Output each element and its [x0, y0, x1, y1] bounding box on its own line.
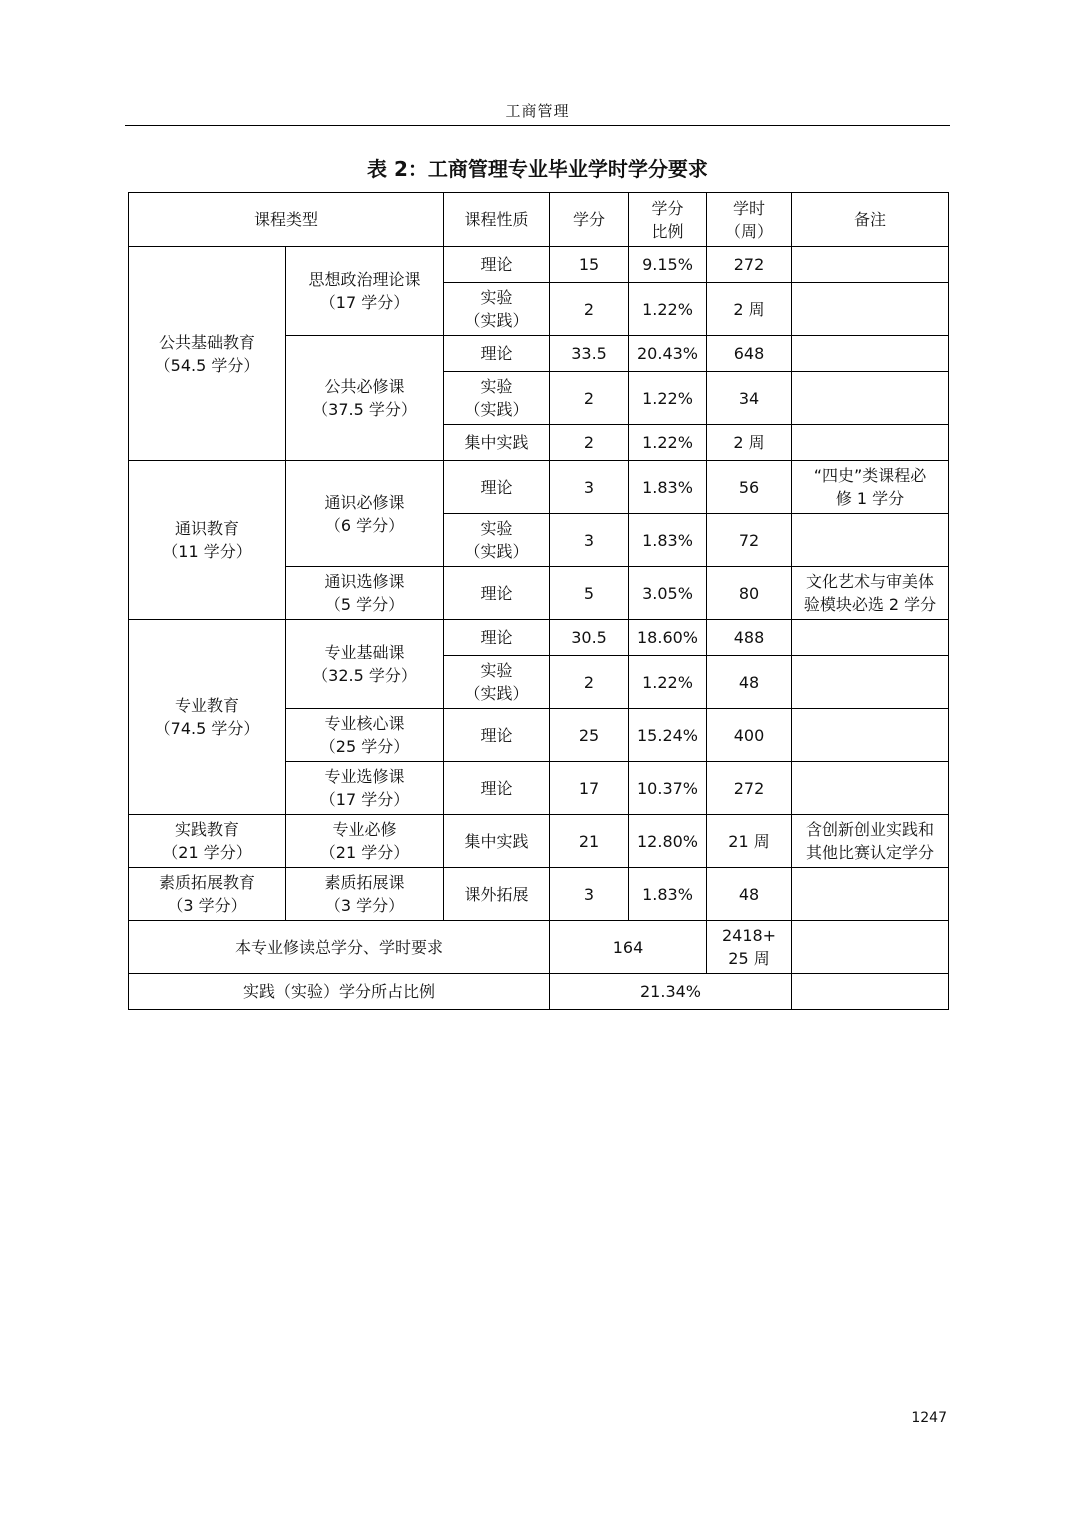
nature-text: 集中实践	[464, 433, 529, 452]
subgroup-credits: （6 学分）	[324, 515, 405, 535]
subgroup-name: 专业基础课	[324, 643, 405, 662]
group-credits: （54.5 学分）	[154, 355, 260, 375]
nature-text: 实验	[480, 519, 513, 538]
nature-cell	[444, 461, 550, 514]
subgroup-name: 专业必修	[332, 820, 397, 839]
ratio-cell: 18.60%	[629, 620, 707, 656]
nature-text-sub: （实践）	[464, 684, 529, 703]
subgroup-quality-course	[286, 868, 444, 921]
table-row	[129, 815, 949, 868]
group-credits: （3 学分）	[167, 896, 247, 915]
subgroup-name: 通识选修课	[324, 572, 405, 591]
hours-cell: 21 周	[707, 815, 792, 868]
credit-requirements-table	[128, 192, 949, 1010]
hours-cell: 56	[707, 461, 792, 514]
nature-text: 实验	[480, 288, 513, 307]
remark-cell	[792, 656, 949, 709]
remark-line1: “四史”类课程必	[813, 466, 927, 485]
total-label: 本专业修读总学分、学时要求	[129, 921, 550, 974]
practice-ratio-remark	[792, 974, 949, 1010]
subgroup-name: 公共必修课	[324, 377, 405, 396]
group-major	[129, 620, 286, 815]
remark-cell	[792, 247, 949, 283]
ratio-cell: 1.83%	[629, 461, 707, 514]
ratio-cell: 1.83%	[629, 514, 707, 567]
credits-cell: 3	[550, 868, 629, 921]
subgroup-major-core	[286, 709, 444, 762]
table-row	[129, 868, 949, 921]
nature-text-sub: （实践）	[464, 311, 529, 330]
credits-cell: 21	[550, 815, 629, 868]
header-row	[129, 193, 949, 247]
subgroup-general-elective	[286, 567, 444, 620]
subgroup-major-elective	[286, 762, 444, 815]
remark-cell	[792, 514, 949, 567]
ratio-cell: 1.22%	[629, 372, 707, 425]
subgroup-name: 专业核心课	[324, 714, 405, 733]
nature-cell	[444, 656, 550, 709]
nature-cell	[444, 372, 550, 425]
credits-cell: 2	[550, 283, 629, 336]
header-course-type: 课程类型	[129, 193, 444, 247]
subgroup-credits: （37.5 学分）	[312, 400, 417, 419]
page-number: 1247	[911, 1410, 947, 1426]
ratio-cell: 20.43%	[629, 336, 707, 372]
subgroup-name: 专业选修课	[324, 767, 405, 786]
header-hours-line2: （周）	[725, 221, 774, 241]
nature-cell	[444, 514, 550, 567]
group-name: 素质拓展教育	[158, 873, 255, 892]
hours-cell: 2 周	[707, 283, 792, 336]
hours-cell: 34	[707, 372, 792, 425]
ratio-cell: 1.22%	[629, 425, 707, 461]
remark-cell	[792, 709, 949, 762]
total-row	[129, 921, 949, 974]
ratio-cell: 1.83%	[629, 868, 707, 921]
credits-cell: 5	[550, 567, 629, 620]
credits-cell: 17	[550, 762, 629, 815]
nature-text: 理论	[480, 725, 513, 745]
credits-cell: 33.5	[550, 336, 629, 372]
hours-cell: 2 周	[707, 425, 792, 461]
subgroup-credits: （25 学分）	[319, 737, 410, 756]
remark-cell	[792, 620, 949, 656]
remark-cell	[792, 762, 949, 815]
nature-text: 集中实践	[464, 831, 529, 851]
table-row	[129, 620, 949, 656]
remark-line2: 其他比赛认定学分	[806, 843, 935, 862]
practice-ratio-label: 实践（实验）学分所占比例	[129, 974, 550, 1010]
nature-cell	[444, 283, 550, 336]
header-ratio	[629, 193, 707, 247]
group-name: 公共基础教育	[158, 332, 255, 352]
nature-cell	[444, 247, 550, 283]
hours-cell: 272	[707, 247, 792, 283]
header-ratio-line2: 比例	[651, 221, 684, 241]
practice-ratio-value: 21.34%	[550, 974, 792, 1010]
table-row	[129, 461, 949, 514]
subgroup-name: 通识必修课	[324, 492, 405, 512]
group-name: 专业教育	[174, 696, 239, 715]
remark-cell	[792, 336, 949, 372]
practice-ratio-row	[129, 974, 949, 1010]
remark-cell	[792, 567, 949, 620]
remark-line1: 含创新创业实践和	[806, 820, 935, 839]
remark-cell	[792, 372, 949, 425]
group-credits: （74.5 学分）	[154, 719, 260, 738]
hours-cell: 48	[707, 868, 792, 921]
subgroup-major-required	[286, 815, 444, 868]
subgroup-public-required	[286, 336, 444, 461]
header-hours-line1: 学时	[733, 198, 766, 218]
group-name: 实践教育	[174, 820, 239, 839]
group-practice	[129, 815, 286, 868]
subgroup-credits: （17 学分）	[319, 293, 410, 312]
ratio-cell: 1.22%	[629, 656, 707, 709]
total-hours-line2: 25 周	[728, 949, 770, 968]
remark-cell	[792, 461, 949, 514]
nature-cell	[444, 868, 550, 921]
subgroup-credits: （5 学分）	[324, 595, 405, 614]
header-credits: 学分	[550, 193, 629, 247]
table-row	[129, 247, 949, 283]
nature-text: 实验	[480, 377, 513, 396]
running-header: 工商管理	[505, 102, 570, 120]
ratio-cell: 3.05%	[629, 567, 707, 620]
nature-cell	[444, 709, 550, 762]
subgroup-credits: （21 学分）	[319, 843, 410, 862]
ratio-cell: 10.37%	[629, 762, 707, 815]
total-credits: 164	[550, 921, 707, 974]
nature-cell	[444, 620, 550, 656]
ratio-cell: 12.80%	[629, 815, 707, 868]
nature-text-sub: （实践）	[464, 542, 529, 561]
hours-cell: 400	[707, 709, 792, 762]
remark-line1: 文化艺术与审美体	[806, 572, 935, 591]
nature-text: 理论	[480, 778, 513, 798]
ratio-cell: 9.15%	[629, 247, 707, 283]
credits-cell: 15	[550, 247, 629, 283]
group-general	[129, 461, 286, 620]
credits-cell: 2	[550, 372, 629, 425]
nature-cell	[444, 567, 550, 620]
remark-cell	[792, 425, 949, 461]
total-hours	[707, 921, 792, 974]
hours-cell: 48	[707, 656, 792, 709]
ratio-cell: 15.24%	[629, 709, 707, 762]
nature-text: 理论	[480, 583, 513, 603]
subgroup-credits: （3 学分）	[324, 896, 405, 915]
nature-text: 理论	[480, 344, 513, 363]
hours-cell: 272	[707, 762, 792, 815]
header-hours	[707, 193, 792, 247]
group-quality	[129, 868, 286, 921]
header-course-nature: 课程性质	[444, 193, 550, 247]
nature-text-sub: （实践）	[464, 400, 529, 419]
header-rule	[125, 125, 950, 126]
credits-cell: 25	[550, 709, 629, 762]
subgroup-credits: （32.5 学分）	[312, 666, 417, 685]
remark-cell	[792, 815, 949, 868]
nature-cell	[444, 425, 550, 461]
group-credits: （21 学分）	[162, 843, 252, 862]
group-name: 通识教育	[174, 519, 239, 538]
hours-cell: 80	[707, 567, 792, 620]
group-credits: （11 学分）	[162, 542, 252, 561]
nature-text: 理论	[480, 477, 513, 497]
credits-cell: 3	[550, 461, 629, 514]
remark-line2: 验模块必选 2 学分	[803, 595, 937, 614]
credits-cell: 3	[550, 514, 629, 567]
subgroup-name: 素质拓展课	[324, 873, 405, 892]
subgroup-general-required	[286, 461, 444, 567]
subgroup-politics	[286, 247, 444, 336]
nature-text: 理论	[480, 255, 513, 274]
remark-cell	[792, 868, 949, 921]
header-remarks: 备注	[792, 193, 949, 247]
table-title: 表 2：工商管理专业毕业学时学分要求	[367, 157, 708, 181]
group-public	[129, 247, 286, 461]
subgroup-credits: （17 学分）	[319, 790, 410, 809]
credits-cell: 2	[550, 425, 629, 461]
hours-cell: 72	[707, 514, 792, 567]
nature-cell	[444, 815, 550, 868]
total-remark	[792, 921, 949, 974]
nature-text: 实验	[480, 661, 513, 680]
hours-cell: 648	[707, 336, 792, 372]
subgroup-major-basic	[286, 620, 444, 709]
nature-cell	[444, 762, 550, 815]
nature-text: 理论	[480, 628, 513, 647]
nature-text: 课外拓展	[464, 884, 529, 904]
header-ratio-line1: 学分	[651, 198, 684, 218]
total-hours-line1: 2418+	[721, 926, 777, 945]
remark-cell	[792, 283, 949, 336]
hours-cell: 488	[707, 620, 792, 656]
subgroup-name: 思想政治理论课	[308, 270, 421, 289]
remark-line2: 修 1 学分	[835, 489, 905, 508]
credits-cell: 30.5	[550, 620, 629, 656]
credits-cell: 2	[550, 656, 629, 709]
ratio-cell: 1.22%	[629, 283, 707, 336]
nature-cell	[444, 336, 550, 372]
